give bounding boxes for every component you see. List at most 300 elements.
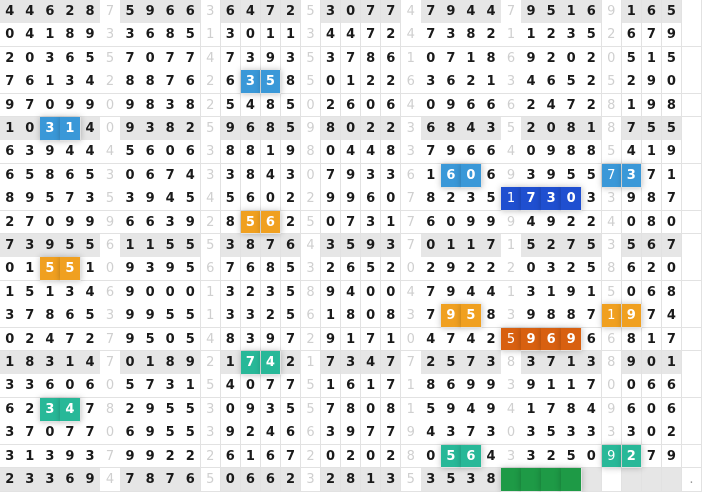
- grid-cell[interactable]: 6: [501, 94, 522, 118]
- grid-cell[interactable]: [682, 70, 703, 94]
- grid-cell[interactable]: 7: [361, 328, 382, 352]
- grid-cell[interactable]: 5: [60, 257, 81, 281]
- grid-cell[interactable]: 6: [60, 164, 81, 188]
- grid-cell[interactable]: 7: [481, 234, 502, 258]
- grid-cell[interactable]: 8: [241, 164, 262, 188]
- grid-cell[interactable]: 2: [0, 468, 21, 492]
- grid-cell[interactable]: 9: [40, 234, 61, 258]
- grid-cell[interactable]: 1: [401, 374, 422, 398]
- grid-cell[interactable]: 0: [521, 140, 542, 164]
- grid-cell[interactable]: 6: [60, 304, 81, 328]
- grid-cell[interactable]: 6: [481, 94, 502, 118]
- grid-cell[interactable]: 9: [642, 94, 663, 118]
- grid-cell[interactable]: 3: [40, 445, 61, 469]
- grid-cell[interactable]: 0: [421, 234, 442, 258]
- grid-cell[interactable]: 9: [521, 304, 542, 328]
- grid-cell[interactable]: 9: [80, 468, 101, 492]
- grid-cell[interactable]: 6: [301, 304, 322, 328]
- grid-cell[interactable]: 1: [501, 23, 522, 47]
- grid-cell[interactable]: 8: [261, 117, 282, 141]
- grid-cell[interactable]: 8: [301, 140, 322, 164]
- grid-cell[interactable]: 3: [481, 117, 502, 141]
- grid-cell[interactable]: 7: [642, 445, 663, 469]
- grid-cell[interactable]: 5: [180, 23, 201, 47]
- grid-cell[interactable]: 1: [0, 351, 21, 375]
- grid-cell[interactable]: 0: [100, 374, 121, 398]
- grid-cell[interactable]: 3: [140, 257, 161, 281]
- grid-cell[interactable]: [682, 140, 703, 164]
- grid-cell[interactable]: 7: [341, 47, 362, 71]
- grid-cell[interactable]: 9: [441, 304, 462, 328]
- grid-cell[interactable]: 6: [80, 374, 101, 398]
- grid-cell[interactable]: 7: [100, 351, 121, 375]
- grid-cell[interactable]: 5: [221, 94, 242, 118]
- grid-cell[interactable]: 6: [381, 94, 402, 118]
- grid-cell[interactable]: 3: [261, 398, 282, 422]
- grid-cell[interactable]: [501, 468, 522, 492]
- grid-cell[interactable]: 1: [622, 94, 643, 118]
- grid-cell[interactable]: 8: [100, 398, 121, 422]
- grid-cell[interactable]: 3: [221, 304, 242, 328]
- grid-cell[interactable]: 3: [20, 374, 41, 398]
- grid-cell[interactable]: 0: [581, 445, 602, 469]
- grid-cell[interactable]: 8: [642, 211, 663, 235]
- grid-cell[interactable]: 7: [541, 351, 562, 375]
- grid-cell[interactable]: 1: [140, 234, 161, 258]
- grid-cell[interactable]: 9: [321, 328, 342, 352]
- grid-cell[interactable]: 6: [541, 70, 562, 94]
- grid-cell[interactable]: 4: [241, 0, 262, 24]
- grid-cell[interactable]: 8: [561, 140, 582, 164]
- grid-cell[interactable]: 0: [381, 281, 402, 305]
- grid-cell[interactable]: 5: [281, 304, 302, 328]
- grid-cell[interactable]: 2: [301, 445, 322, 469]
- grid-cell[interactable]: 7: [281, 445, 302, 469]
- grid-cell[interactable]: 7: [361, 23, 382, 47]
- grid-cell[interactable]: 7: [561, 234, 582, 258]
- grid-cell[interactable]: [682, 211, 703, 235]
- grid-cell[interactable]: 3: [401, 117, 422, 141]
- grid-cell[interactable]: 6: [642, 374, 663, 398]
- grid-cell[interactable]: 2: [281, 0, 302, 24]
- grid-cell[interactable]: 8: [160, 23, 181, 47]
- grid-cell[interactable]: 9: [401, 421, 422, 445]
- grid-cell[interactable]: [602, 468, 623, 492]
- grid-cell[interactable]: 6: [281, 421, 302, 445]
- grid-cell[interactable]: 6: [60, 47, 81, 71]
- grid-cell[interactable]: 9: [120, 117, 141, 141]
- grid-cell[interactable]: 3: [581, 351, 602, 375]
- grid-cell[interactable]: 0: [361, 445, 382, 469]
- grid-cell[interactable]: 7: [20, 304, 41, 328]
- grid-cell[interactable]: 7: [421, 281, 442, 305]
- grid-cell[interactable]: 1: [501, 187, 522, 211]
- grid-cell[interactable]: 5: [201, 117, 222, 141]
- grid-cell[interactable]: 9: [100, 211, 121, 235]
- grid-cell[interactable]: 8: [481, 468, 502, 492]
- grid-cell[interactable]: 3: [321, 421, 342, 445]
- grid-cell[interactable]: 2: [261, 304, 282, 328]
- grid-cell[interactable]: 4: [401, 94, 422, 118]
- grid-cell[interactable]: 9: [642, 70, 663, 94]
- grid-cell[interactable]: 6: [581, 328, 602, 352]
- grid-cell[interactable]: 5: [561, 445, 582, 469]
- grid-cell[interactable]: 0: [401, 328, 422, 352]
- grid-cell[interactable]: 7: [401, 234, 422, 258]
- grid-cell[interactable]: 3: [20, 140, 41, 164]
- grid-cell[interactable]: 3: [201, 164, 222, 188]
- grid-cell[interactable]: 0: [622, 281, 643, 305]
- grid-cell[interactable]: 2: [321, 94, 342, 118]
- grid-cell[interactable]: 3: [501, 70, 522, 94]
- grid-cell[interactable]: 6: [140, 164, 161, 188]
- grid-cell[interactable]: 1: [521, 23, 542, 47]
- grid-cell[interactable]: 3: [20, 468, 41, 492]
- grid-cell[interactable]: 0: [361, 398, 382, 422]
- grid-cell[interactable]: 5: [441, 468, 462, 492]
- grid-cell[interactable]: 3: [461, 468, 482, 492]
- grid-cell[interactable]: 5: [541, 0, 562, 24]
- grid-cell[interactable]: 9: [160, 257, 181, 281]
- grid-cell[interactable]: 2: [602, 23, 623, 47]
- grid-cell[interactable]: 3: [160, 211, 181, 235]
- grid-cell[interactable]: [682, 47, 703, 71]
- grid-cell[interactable]: 5: [602, 281, 623, 305]
- grid-cell[interactable]: 7: [261, 234, 282, 258]
- grid-cell[interactable]: 1: [561, 351, 582, 375]
- grid-cell[interactable]: 9: [341, 187, 362, 211]
- grid-cell[interactable]: 5: [20, 281, 41, 305]
- grid-cell[interactable]: 4: [80, 351, 101, 375]
- grid-cell[interactable]: 1: [662, 351, 683, 375]
- grid-cell[interactable]: 3: [401, 140, 422, 164]
- grid-cell[interactable]: 9: [341, 421, 362, 445]
- grid-cell[interactable]: 6: [381, 47, 402, 71]
- grid-cell[interactable]: 1: [581, 117, 602, 141]
- grid-cell[interactable]: 5: [662, 0, 683, 24]
- grid-cell[interactable]: 6: [100, 234, 121, 258]
- grid-cell[interactable]: 5: [281, 398, 302, 422]
- grid-cell[interactable]: 1: [60, 117, 81, 141]
- grid-cell[interactable]: 3: [501, 374, 522, 398]
- grid-cell[interactable]: 7: [261, 0, 282, 24]
- grid-cell[interactable]: 7: [642, 164, 663, 188]
- grid-cell[interactable]: 9: [441, 257, 462, 281]
- grid-cell[interactable]: 7: [361, 0, 382, 24]
- grid-cell[interactable]: 3: [40, 398, 61, 422]
- grid-cell[interactable]: 2: [581, 70, 602, 94]
- grid-cell[interactable]: 9: [602, 0, 623, 24]
- grid-cell[interactable]: [682, 164, 703, 188]
- grid-cell[interactable]: [521, 468, 542, 492]
- grid-cell[interactable]: 7: [662, 234, 683, 258]
- grid-cell[interactable]: 8: [341, 468, 362, 492]
- grid-cell[interactable]: 3: [381, 468, 402, 492]
- grid-cell[interactable]: 0: [361, 304, 382, 328]
- grid-cell[interactable]: 3: [0, 421, 21, 445]
- grid-cell[interactable]: 0: [662, 70, 683, 94]
- grid-cell[interactable]: 0: [20, 47, 41, 71]
- grid-cell[interactable]: 9: [521, 374, 542, 398]
- grid-cell[interactable]: 5: [481, 187, 502, 211]
- grid-cell[interactable]: 0: [341, 0, 362, 24]
- grid-cell[interactable]: 5: [281, 257, 302, 281]
- grid-cell[interactable]: 4: [321, 23, 342, 47]
- grid-cell[interactable]: 0: [602, 47, 623, 71]
- grid-cell[interactable]: 3: [622, 421, 643, 445]
- grid-cell[interactable]: 9: [80, 23, 101, 47]
- grid-cell[interactable]: 8: [221, 328, 242, 352]
- grid-cell[interactable]: 6: [241, 257, 262, 281]
- grid-cell[interactable]: 4: [60, 140, 81, 164]
- grid-cell[interactable]: 8: [321, 117, 342, 141]
- grid-cell[interactable]: 7: [80, 398, 101, 422]
- grid-cell[interactable]: 9: [40, 140, 61, 164]
- grid-cell[interactable]: 7: [602, 164, 623, 188]
- grid-cell[interactable]: 5: [120, 0, 141, 24]
- grid-cell[interactable]: [682, 94, 703, 118]
- grid-cell[interactable]: 8: [541, 304, 562, 328]
- grid-cell[interactable]: 0: [642, 398, 663, 422]
- grid-cell[interactable]: 2: [301, 328, 322, 352]
- grid-cell[interactable]: 9: [441, 0, 462, 24]
- grid-cell[interactable]: 6: [662, 374, 683, 398]
- grid-cell[interactable]: 6: [301, 421, 322, 445]
- grid-cell[interactable]: 3: [301, 257, 322, 281]
- grid-cell[interactable]: 6: [481, 140, 502, 164]
- grid-cell[interactable]: 1: [140, 351, 161, 375]
- grid-cell[interactable]: 9: [341, 164, 362, 188]
- grid-cell[interactable]: 8: [602, 117, 623, 141]
- grid-cell[interactable]: 5: [180, 257, 201, 281]
- grid-cell[interactable]: .: [682, 468, 703, 492]
- grid-cell[interactable]: 0: [221, 398, 242, 422]
- grid-cell[interactable]: 9: [140, 398, 161, 422]
- grid-cell[interactable]: 2: [581, 47, 602, 71]
- grid-cell[interactable]: 8: [341, 398, 362, 422]
- grid-cell[interactable]: 7: [20, 211, 41, 235]
- grid-cell[interactable]: 8: [622, 328, 643, 352]
- grid-cell[interactable]: 5: [40, 187, 61, 211]
- grid-cell[interactable]: [682, 421, 703, 445]
- grid-cell[interactable]: 0: [120, 351, 141, 375]
- grid-cell[interactable]: 7: [0, 234, 21, 258]
- grid-cell[interactable]: 5: [160, 421, 181, 445]
- grid-cell[interactable]: 5: [561, 164, 582, 188]
- grid-cell[interactable]: 5: [301, 70, 322, 94]
- grid-cell[interactable]: 2: [381, 23, 402, 47]
- grid-cell[interactable]: 6: [221, 445, 242, 469]
- grid-cell[interactable]: 6: [401, 164, 422, 188]
- grid-cell[interactable]: 4: [361, 140, 382, 164]
- grid-cell[interactable]: 2: [20, 328, 41, 352]
- grid-cell[interactable]: 0: [421, 94, 442, 118]
- grid-cell[interactable]: 1: [321, 374, 342, 398]
- grid-cell[interactable]: 8: [561, 398, 582, 422]
- grid-cell[interactable]: [682, 234, 703, 258]
- grid-cell[interactable]: [682, 257, 703, 281]
- grid-cell[interactable]: 9: [140, 445, 161, 469]
- grid-cell[interactable]: 8: [180, 94, 201, 118]
- grid-cell[interactable]: 8: [662, 94, 683, 118]
- grid-cell[interactable]: 4: [301, 234, 322, 258]
- grid-cell[interactable]: 6: [341, 94, 362, 118]
- grid-cell[interactable]: 0: [160, 281, 181, 305]
- grid-cell[interactable]: 3: [321, 47, 342, 71]
- grid-cell[interactable]: 0: [0, 23, 21, 47]
- grid-cell[interactable]: 9: [140, 0, 161, 24]
- grid-cell[interactable]: 7: [160, 164, 181, 188]
- grid-cell[interactable]: 7: [241, 351, 262, 375]
- grid-cell[interactable]: 3: [140, 117, 161, 141]
- grid-cell[interactable]: 9: [321, 187, 342, 211]
- grid-cell[interactable]: 5: [140, 328, 161, 352]
- grid-cell[interactable]: 7: [221, 47, 242, 71]
- grid-cell[interactable]: 7: [521, 187, 542, 211]
- grid-cell[interactable]: 1: [622, 0, 643, 24]
- grid-cell[interactable]: [682, 398, 703, 422]
- grid-cell[interactable]: 9: [120, 257, 141, 281]
- grid-cell[interactable]: 5: [662, 47, 683, 71]
- grid-cell[interactable]: 6: [461, 94, 482, 118]
- grid-cell[interactable]: 2: [381, 70, 402, 94]
- grid-cell[interactable]: 9: [561, 328, 582, 352]
- grid-cell[interactable]: 9: [261, 47, 282, 71]
- grid-cell[interactable]: 9: [120, 94, 141, 118]
- grid-cell[interactable]: 3: [401, 304, 422, 328]
- grid-cell[interactable]: 0: [662, 211, 683, 235]
- grid-cell[interactable]: 3: [221, 164, 242, 188]
- grid-cell[interactable]: 5: [80, 47, 101, 71]
- grid-cell[interactable]: 3: [361, 164, 382, 188]
- grid-cell[interactable]: 3: [421, 468, 442, 492]
- grid-cell[interactable]: 1: [40, 70, 61, 94]
- grid-cell[interactable]: 4: [180, 164, 201, 188]
- grid-cell[interactable]: 5: [40, 257, 61, 281]
- grid-cell[interactable]: 7: [461, 421, 482, 445]
- grid-cell[interactable]: 2: [281, 468, 302, 492]
- grid-cell[interactable]: 2: [461, 257, 482, 281]
- grid-cell[interactable]: 7: [381, 374, 402, 398]
- grid-cell[interactable]: 1: [321, 304, 342, 328]
- grid-cell[interactable]: 6: [461, 140, 482, 164]
- grid-cell[interactable]: 4: [501, 140, 522, 164]
- grid-cell[interactable]: 0: [461, 164, 482, 188]
- grid-cell[interactable]: 8: [40, 304, 61, 328]
- grid-cell[interactable]: 5: [201, 234, 222, 258]
- grid-cell[interactable]: 1: [20, 445, 41, 469]
- grid-cell[interactable]: 4: [80, 140, 101, 164]
- grid-cell[interactable]: 5: [100, 187, 121, 211]
- grid-cell[interactable]: 0: [301, 94, 322, 118]
- grid-cell[interactable]: 2: [241, 421, 262, 445]
- grid-cell[interactable]: 2: [160, 445, 181, 469]
- grid-cell[interactable]: 0: [0, 328, 21, 352]
- grid-cell[interactable]: 5: [561, 70, 582, 94]
- grid-cell[interactable]: 8: [401, 445, 422, 469]
- grid-cell[interactable]: 5: [441, 351, 462, 375]
- grid-cell[interactable]: 9: [662, 445, 683, 469]
- grid-cell[interactable]: 8: [221, 211, 242, 235]
- grid-cell[interactable]: 5: [622, 234, 643, 258]
- grid-cell[interactable]: 5: [180, 328, 201, 352]
- grid-cell[interactable]: 7: [581, 304, 602, 328]
- grid-cell[interactable]: 1: [481, 70, 502, 94]
- grid-cell[interactable]: 1: [261, 23, 282, 47]
- grid-cell[interactable]: 8: [221, 140, 242, 164]
- grid-cell[interactable]: 9: [602, 445, 623, 469]
- grid-cell[interactable]: 7: [662, 187, 683, 211]
- grid-cell[interactable]: 1: [120, 234, 141, 258]
- grid-cell[interactable]: 0: [261, 187, 282, 211]
- grid-cell[interactable]: 2: [481, 257, 502, 281]
- grid-cell[interactable]: 2: [541, 23, 562, 47]
- grid-cell[interactable]: 3: [40, 47, 61, 71]
- grid-cell[interactable]: 4: [461, 117, 482, 141]
- grid-cell[interactable]: 4: [461, 281, 482, 305]
- grid-cell[interactable]: 3: [0, 374, 21, 398]
- grid-cell[interactable]: 6: [622, 23, 643, 47]
- grid-cell[interactable]: 7: [140, 374, 161, 398]
- grid-cell[interactable]: 1: [441, 234, 462, 258]
- grid-cell[interactable]: 2: [622, 70, 643, 94]
- grid-cell[interactable]: 7: [561, 94, 582, 118]
- grid-cell[interactable]: 6: [180, 0, 201, 24]
- grid-cell[interactable]: 3: [461, 187, 482, 211]
- grid-cell[interactable]: 8: [501, 351, 522, 375]
- grid-cell[interactable]: 4: [421, 421, 442, 445]
- grid-cell[interactable]: 5: [201, 468, 222, 492]
- grid-cell[interactable]: 9: [561, 281, 582, 305]
- grid-cell[interactable]: 3: [221, 23, 242, 47]
- grid-cell[interactable]: 6: [20, 70, 41, 94]
- grid-cell[interactable]: 0: [100, 257, 121, 281]
- grid-cell[interactable]: 2: [421, 257, 442, 281]
- grid-cell[interactable]: 2: [201, 94, 222, 118]
- grid-cell[interactable]: 1: [421, 164, 442, 188]
- grid-cell[interactable]: 9: [301, 117, 322, 141]
- grid-cell[interactable]: 6: [241, 117, 262, 141]
- grid-cell[interactable]: 7: [421, 140, 442, 164]
- grid-cell[interactable]: 3: [241, 70, 262, 94]
- grid-cell[interactable]: 5: [401, 468, 422, 492]
- grid-cell[interactable]: 6: [241, 187, 262, 211]
- grid-cell[interactable]: 0: [642, 351, 663, 375]
- grid-cell[interactable]: 8: [241, 140, 262, 164]
- grid-cell[interactable]: 1: [180, 374, 201, 398]
- grid-cell[interactable]: 5: [180, 398, 201, 422]
- grid-cell[interactable]: 9: [622, 304, 643, 328]
- grid-cell[interactable]: 3: [541, 257, 562, 281]
- grid-cell[interactable]: 7: [401, 187, 422, 211]
- grid-cell[interactable]: 1: [301, 351, 322, 375]
- grid-cell[interactable]: 2: [201, 211, 222, 235]
- grid-cell[interactable]: 9: [521, 0, 542, 24]
- grid-cell[interactable]: 0: [241, 374, 262, 398]
- grid-cell[interactable]: 9: [541, 140, 562, 164]
- grid-cell[interactable]: 5: [120, 140, 141, 164]
- grid-cell[interactable]: 6: [622, 257, 643, 281]
- grid-cell[interactable]: 6: [0, 140, 21, 164]
- grid-cell[interactable]: 5: [180, 187, 201, 211]
- grid-cell[interactable]: 5: [581, 164, 602, 188]
- grid-cell[interactable]: 1: [561, 374, 582, 398]
- grid-cell[interactable]: 5: [501, 328, 522, 352]
- grid-cell[interactable]: 3: [60, 70, 81, 94]
- grid-cell[interactable]: 6: [221, 70, 242, 94]
- grid-cell[interactable]: 2: [0, 211, 21, 235]
- grid-cell[interactable]: 5: [361, 257, 382, 281]
